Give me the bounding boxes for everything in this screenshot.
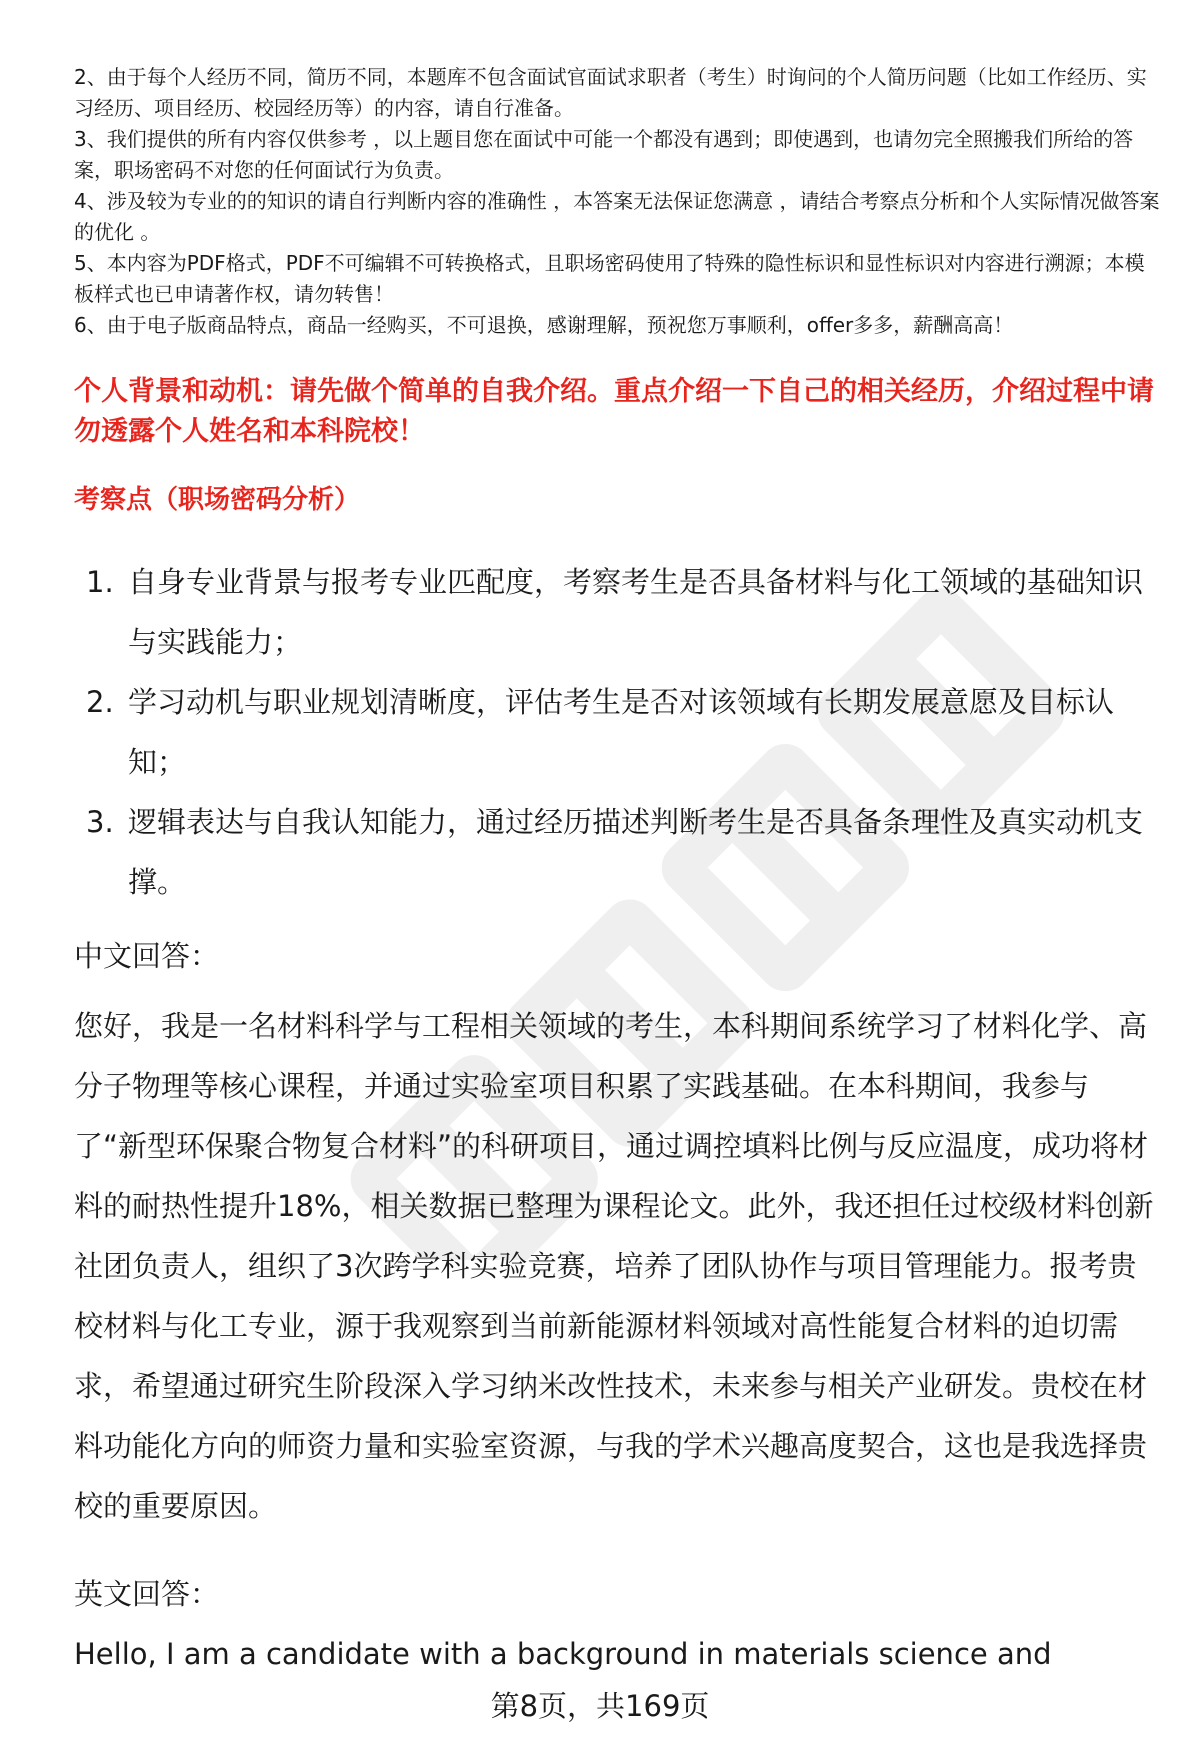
page-number-footer: 第8页，共169页 — [490, 1689, 710, 1723]
note-2: 2、由于每个人经历不同，简历不同，本题库不包含面试官面试求职者（考生）时询问的个人简历问题（比如工作经历、实习经历、项目经历、校园经历等）的内容，请自行准备。 — [74, 65, 1147, 120]
list-item — [74, 792, 1154, 912]
disclaimer-notes — [74, 62, 1160, 341]
note-4: 4、涉及较为专业的的知识的请自行判断内容的准确性 ，本答案无法保证您满意 ，请结合考察点分析和个人实际情况做答案的优化 。 — [74, 189, 1160, 244]
chinese-answer-label: 中文回答： — [74, 939, 220, 973]
list-item — [74, 672, 1154, 792]
note-5: 5、本内容为PDF格式，PDF不可编辑不可转换格式，且职场密码使用了特殊的隐性标识和显性标识对内容进行溯源；本模板样式也已申请著作权，请勿转售！ — [74, 251, 1145, 306]
note-6: 6、由于电子版商品特点，商品一经购买，不可退换，感谢理解，预祝您万事顺利，offer多多，薪酬高高！ — [74, 313, 1014, 337]
list-item-text: 逻辑表达与自我认知能力，通过经历描述判断考生是否具备条理性及真实动机支撑。 — [128, 805, 1144, 899]
list-item-number: 1. — [86, 565, 114, 599]
note-3: 3、我们提供的所有内容仅供参考 ，以上题目您在面试中可能一个都没有遇到；即使遇到，也请勿完全照搬我们所给的答案，职场密码不对您的任何面试行为负责。 — [74, 127, 1134, 182]
english-answer-label: 英文回答： — [74, 1577, 220, 1611]
question-title: 个人背景和动机：请先做个简单的自我介绍。重点介绍一下自己的相关经历，介绍过程中请勿透露个人姓名和本科院校！ — [74, 376, 1154, 447]
list-item — [74, 552, 1154, 672]
list-item-number: 3. — [86, 805, 114, 839]
list-item-text: 自身专业背景与报考专业匹配度，考察考生是否具备材料与化工领域的基础知识与实践能力； — [128, 565, 1144, 659]
list-item-text: 学习动机与职业规划清晰度，评估考生是否对该领域有长期发展意愿及目标认知； — [128, 685, 1115, 779]
points-title: 考察点（职场密码分析） — [74, 485, 361, 515]
chinese-answer-text: 您好，我是一名材料科学与工程相关领域的考生，本科期间系统学习了材料化学、高分子物理等核心课程，并通过实验室项目积累了实践基础。在本科期间，我参与了“新型环保聚合物复合材料”的科研项目，通过调控填料比例与反应温度，成功将材料的耐热性提升18%，相关数据已整理为课程论文。此外，我还担任过校级材料创新社团负责人，组织了3次跨学科实验竞赛，培养了团队协作与项目管理能力。报考贵校材料与化工专业，源于我观察到当前新能源材料领域对高性能复合材料的迫切需求，希望通过研究生阶段深入学习纳米改性技术，未来参与相关产业研发。贵校在材料功能化方向的师资力量和实验室资源，与我的学术兴趣高度契合，这也是我选择贵校的重要原因。 — [74, 1009, 1154, 1523]
assessment-points-list — [74, 552, 1154, 912]
list-item-number: 2. — [86, 685, 114, 719]
english-answer-text: Hello, I am a candidate with a background in materials science and — [74, 1637, 1052, 1671]
